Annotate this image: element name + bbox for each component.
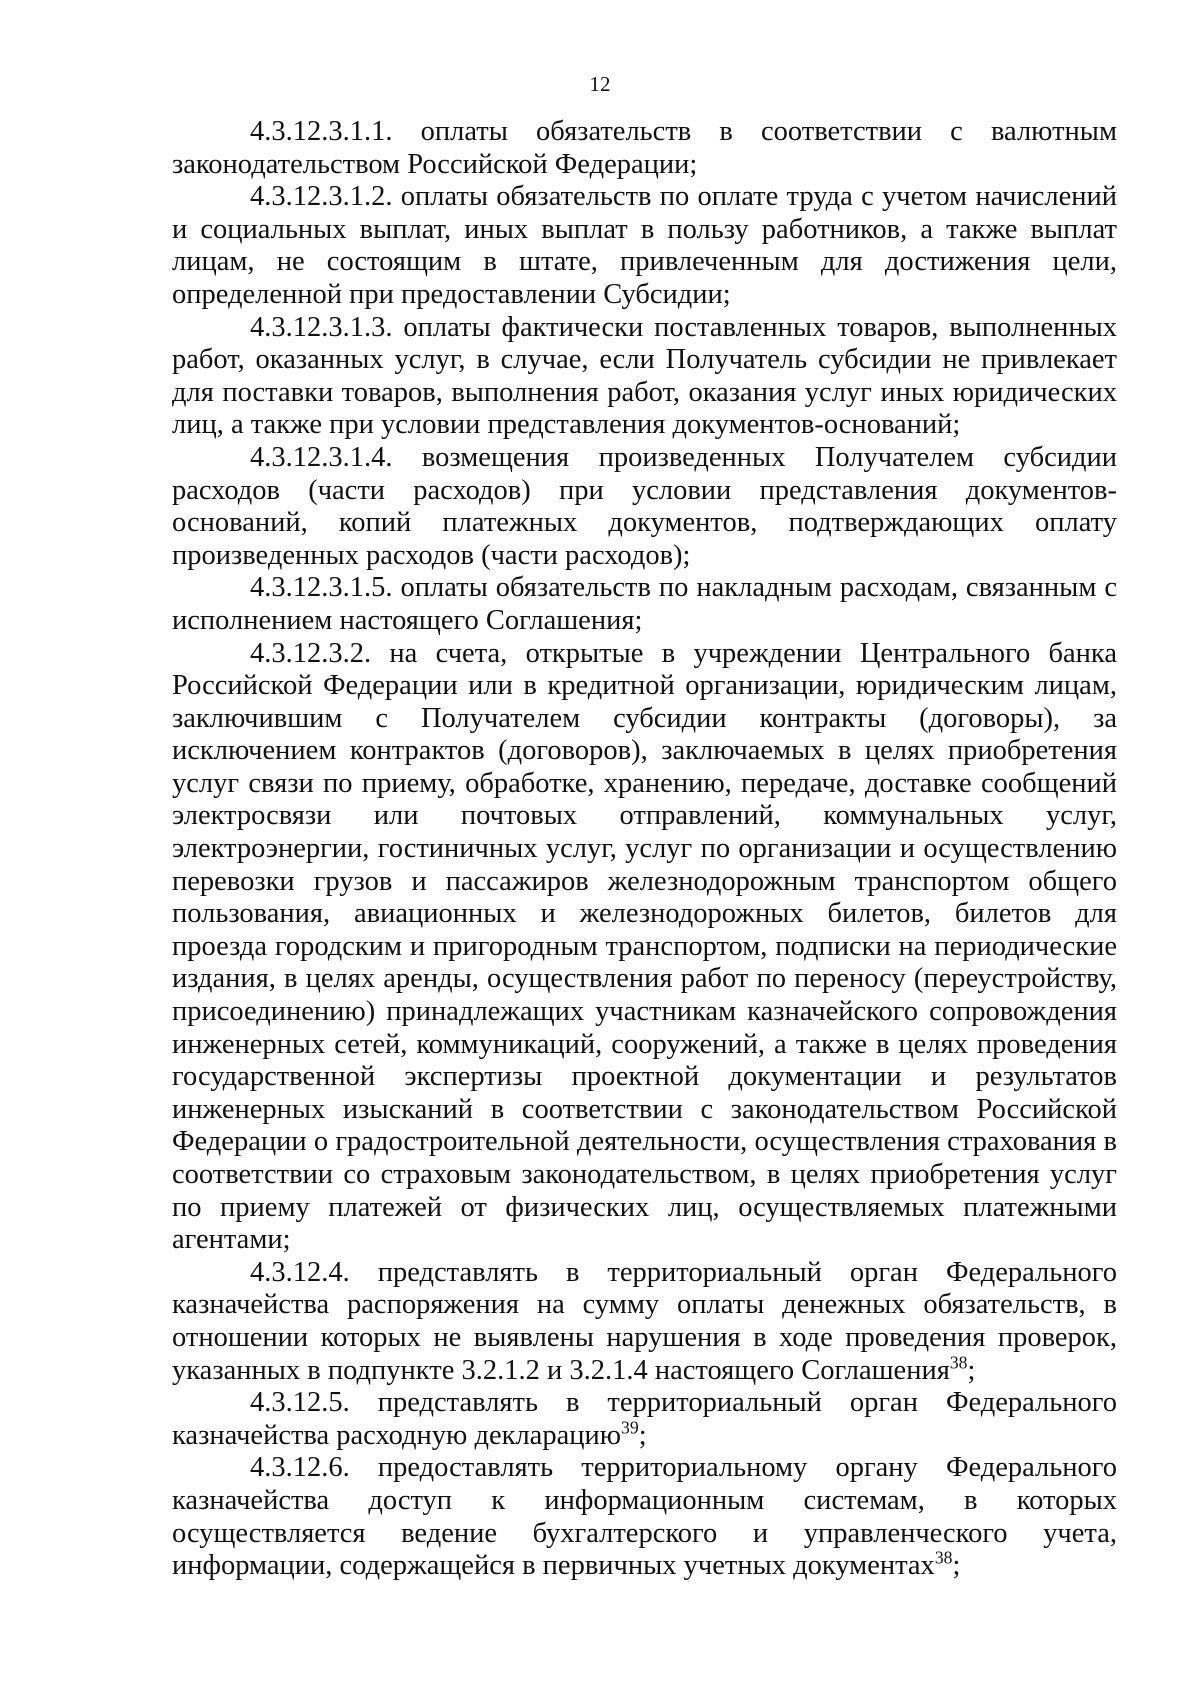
paragraph-text: 4.3.12.3.1.5. оплаты обязательств по накладным расходам, связанным с исполнением настоящего Соглашения;: [172, 572, 1117, 636]
paragraph-4-3-12-3-1-4: [172, 442, 1117, 572]
paragraph-tail: ;: [952, 1550, 961, 1582]
paragraph-tail: ;: [967, 1354, 976, 1386]
paragraph-tail: ;: [638, 1419, 647, 1451]
paragraph-text: 4.3.12.3.2. на счета, открытые в учреждении Центрального банка Российской Федерации или в кредитной организации, юридическим лицам, заключившим с Получателем субсидии контракты (договоры), за исключением контрактов (договоров), заключаемых в целях приобретения услуг связи по приему, обработке, хранению, передаче, доставке сообщений электросвязи или почтовых отправлений, коммунальных услуг, электроэнергии, гостиничных услуг, услуг по организации и осуществлению перевозки грузов и пассажиров железнодорожным транспортом общего пользования, авиационных и железнодорожных билетов, билетов для проезда городским и пригородным транспортом, подписки на периодические издания, в целях аренды, осуществления работ по переносу (переустройству, присоединению) принадлежащих участникам казначейского сопровождения инженерных сетей, коммуникаций, сооружений, а также в целях проведения государственной экспертизы проектной документации и результатов инженерных изысканий в соответствии с законодательством Российской Федерации о градостроительной деятельности, осуществления страхования в соответствии со страховым законодательством, в целях приобретения услуг по приему платежей от физических лиц, осуществляемых платежными агентами;: [172, 637, 1117, 1256]
paragraph-4-3-12-4: [172, 1257, 1117, 1387]
paragraph-4-3-12-3-1-5: [172, 572, 1117, 637]
paragraph-4-3-12-3-1-2: [172, 181, 1117, 311]
paragraph-text: 4.3.12.3.1.4. возмещения произведенных Получателем субсидии расходов (части расходов) при условии представления документов-оснований, копий платежных документов, подтверждающих оплату произведенных расходов (части расходов);: [172, 441, 1117, 571]
paragraph-4-3-12-3-2: [172, 638, 1117, 1257]
paragraph-4-3-12-5: [172, 1387, 1117, 1452]
footnote-ref[interactable]: 38: [934, 1547, 953, 1568]
paragraph-text: 4.3.12.3.1.3. оплаты фактически поставленных товаров, выполненных работ, оказанных услуг, в случае, если Получатель субсидии не привлекает для поставки товаров, выполнения работ, оказания услуг иных юридических лиц, а также при условии представления документов-оснований;: [172, 311, 1117, 441]
footnote-ref[interactable]: 39: [621, 1417, 639, 1438]
paragraph-text: 4.3.12.4. представлять в территориальный орган Федерального казначейства распоряжения на сумму оплаты денежных обязательств, в отношении которых не выявлены нарушения в ходе проведения проверок, указанных в подпункте 3.2.1.2 и 3.2.1.4 настоящего Соглашения: [172, 1256, 1117, 1386]
paragraph-text: 4.3.12.3.1.2. оплаты обязательств по оплате труда с учетом начислений и социальных выплат, иных выплат в пользу работников, а также выплат лицам, не состоящим в штате, привлеченным для достижения цели, определенной при предоставлении Субсидии;: [172, 181, 1117, 310]
document-body: [172, 116, 1117, 1583]
paragraph-4-3-12-3-1-1: [172, 116, 1117, 181]
paragraph-4-3-12-6: [172, 1452, 1117, 1582]
page-number: 12: [589, 72, 611, 96]
paragraph-text: 4.3.12.5. представлять в территориальный орган Федерального казначейства расходную декларацию: [172, 1387, 1117, 1451]
footnote-ref[interactable]: 38: [949, 1352, 968, 1373]
paragraph-text: 4.3.12.6. предоставлять территориальному органу Федерального казначейства доступ к информационным системам, в которых осуществляется ведение бухгалтерского и управленческого учета, информации, содержащейся в первичных учетных документах: [172, 1452, 1117, 1582]
paragraph-4-3-12-3-1-3: [172, 312, 1117, 442]
paragraph-text: 4.3.12.3.1.1. оплаты обязательств в соответствии с валютным законодательством Российской Федерации;: [172, 116, 1117, 180]
